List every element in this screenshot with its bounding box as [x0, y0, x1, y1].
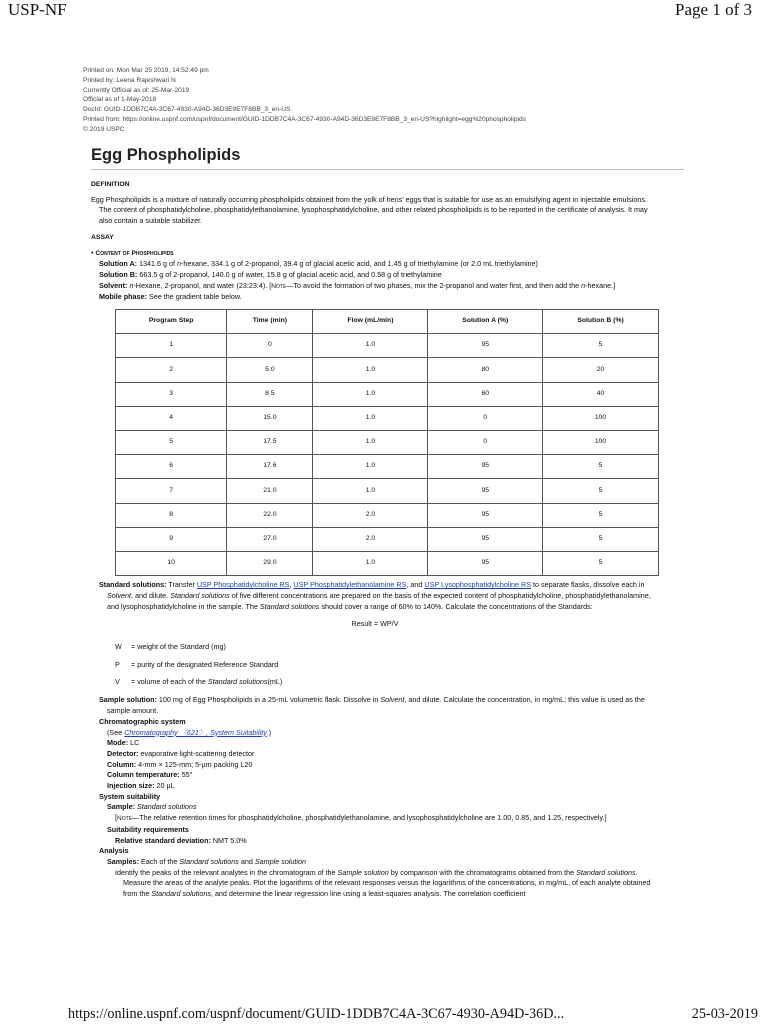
table-cell: 95: [428, 334, 543, 358]
suitability-sample: Sample: Standard solutions: [107, 802, 197, 812]
meta-line: Official as of 1-May-2018: [83, 96, 157, 104]
table-cell: 1.0: [313, 382, 428, 406]
table-cell: 1: [116, 334, 227, 358]
chromatographic-system-heading: Chromatographic system: [99, 716, 186, 726]
table-cell: 5: [116, 430, 227, 454]
table-cell: 5: [543, 479, 659, 503]
chromatography-link[interactable]: Chromatography 〈621〉, System Suitability: [124, 727, 267, 737]
table-cell: 27.0: [227, 527, 313, 551]
table-cell: 17.5: [227, 430, 313, 454]
table-cell: 2: [116, 358, 227, 382]
detector: Detector: evaporative light-scattering detector: [107, 748, 255, 758]
analysis-heading: Analysis: [99, 846, 129, 856]
table-row: [116, 503, 659, 527]
table-cell: 60: [428, 382, 543, 406]
solution-a: Solution A: 1341.6 g of n-hexane, 334.1 g of 2-propanol, 39.4 g of glacial acetic acid, and 1.45 g of triethylamine (or 2.0 mL triethylamine): [99, 259, 538, 269]
analysis-procedure: Identify the peaks of the relevant analytes in the chromatogram of the Sample solution by comparison with the chromatograms obtained from the Standard solutions. Measure the areas of the analyte peaks. Plot the logarithms of the relevant responses versus the logarithms of the concentrations, in mg/mL, of each analyte obtained from the Standard solutions, and determine the linear regression line using a least-squares analysis. The correlation coefficient: [115, 867, 651, 899]
meta-line: Currently Official as of: 25-Mar-2019: [83, 86, 190, 94]
solution-b: Solution B: 663.5 g of 2-propanol, 140.0 g of water, 15.8 g of glacial acetic acid, and 0.58 g of triethylamine: [99, 269, 442, 279]
table-cell: 80: [428, 358, 543, 382]
table-cell: 2.0: [313, 503, 428, 527]
table-row: [116, 430, 659, 454]
table-cell: 1.0: [313, 551, 428, 575]
result-formula: Result = WP/V: [351, 619, 399, 629]
reference-link[interactable]: USP Phosphatidylethanolamine RS: [293, 580, 407, 590]
table-cell: 7: [116, 479, 227, 503]
table-row: [116, 479, 659, 503]
assay-heading: ASSAY: [91, 233, 114, 241]
table-cell: 21.0: [227, 479, 313, 503]
column-header: Flow (mL/min): [313, 310, 428, 334]
column-header: Solution A (%): [428, 310, 543, 334]
meta-line: DocId: GUID-1DDB7C4A-3C67-4930-A94D-36D3E9E7F8BB_3_en-US: [83, 106, 291, 114]
table-row: [116, 334, 659, 358]
meta-line: Printed by: Leena Rajeshwari N: [83, 76, 176, 84]
table-cell: 29.0: [227, 551, 313, 575]
rsd-requirement: Relative standard deviation: NMT 5.0%: [115, 835, 247, 845]
bullet: •: [91, 247, 94, 257]
meta-line: Printed on: Mon Mar 25 2019, 14:52:49 pm: [83, 67, 209, 74]
table-row: [116, 358, 659, 382]
table-row: [116, 455, 659, 479]
gradient-table: [115, 309, 659, 576]
system-suitability-heading: System suitability: [99, 791, 161, 801]
see-reference: (See Chromatography 〈621〉, System Suitability.): [107, 727, 272, 737]
table-cell: 5: [543, 551, 659, 575]
definition-text: Egg Phospholipids is a mixture of naturally occurring phospholipids obtained from the yolk of hens' eggs that is suitable for use as an emulsifying agent in injectable emulsions. The content of phosphatidylcholine, phosphatidylethanolamine, lysophosphatidylcholine, and other related phospholipids is to be reported in the certificate of analysis. It may also contain a suitable stabilizer.: [91, 194, 648, 226]
table-cell: 1.0: [313, 455, 428, 479]
formula-variables: [115, 639, 659, 692]
table-cell: 17.6: [227, 455, 313, 479]
monograph-body: [91, 180, 659, 900]
table-cell: 100: [543, 406, 659, 430]
meta-line: Printed from: https://online.uspnf.com/uspnf/document/GUID-1DDB7C4A-3C67-4930-A94D-36D3E9E7F8BB_3_en-US?highlight=egg%20phospholipids: [83, 115, 526, 123]
table-cell: 3: [116, 382, 227, 406]
table-cell: 5: [543, 334, 659, 358]
content-heading: [91, 248, 659, 260]
footer-date: 25-03-2019: [691, 1006, 758, 1022]
table-cell: 95: [428, 551, 543, 575]
table-cell: 0: [428, 406, 543, 430]
table-cell: 5.0: [227, 358, 313, 382]
header-page-number: Page 1 of 3: [675, 0, 752, 19]
table-cell: 9: [116, 527, 227, 551]
standard-solutions: Standard solutions: Transfer USP Phosphatidylcholine RS, USP Phosphatidylethanolamine RS, and USP Lysophosphatidylcholine RS to separate flasks, dissolve each in Solvent, and dilute. Standard solutions of five different concentrations are prepared on the basis of the expected content of phosphatidylcholine, phosphatidylethanolamine, and lysophosphatidylcholine in the sample. The Standard solutions should cover a range of 60% to 140%. Calculate the concentrations of the Standards:: [99, 580, 651, 611]
table-cell: 100: [543, 430, 659, 454]
table-row: [116, 406, 659, 430]
table-row: [116, 527, 659, 551]
table-cell: 5: [543, 503, 659, 527]
table-cell: 95: [428, 479, 543, 503]
column-header: Solution B (%): [543, 310, 659, 334]
table-cell: 1.0: [313, 430, 428, 454]
table-cell: 20: [543, 358, 659, 382]
table-cell: 2.0: [313, 527, 428, 551]
page-title: Egg Phospholipids: [91, 146, 241, 164]
header-site: USP-NF: [8, 0, 67, 19]
reference-link[interactable]: USP Lysophosphatidylcholine RS: [424, 580, 532, 590]
suitability-requirements-heading: Suitability requirements: [107, 824, 189, 834]
column-temperature: Column temperature: 55°: [107, 770, 193, 780]
injection-size: Injection size: 20 µL: [107, 781, 175, 791]
analysis-samples: Samples: Each of the Standard solutions and Sample solution: [107, 856, 307, 866]
sample-solution: Sample solution: 100 mg of Egg Phospholipids in a 25-mL volumetric flask. Dissolve in Solvent, and dilute. Calculate the concentration, in mg/mL; this value is used as the sample amount.: [99, 695, 645, 716]
table-row: [116, 382, 659, 406]
table-row: [116, 551, 659, 575]
variable-row: W = weight of the Standard (mg): [115, 642, 226, 652]
variable-row: V = volume of each of the Standard solutions (mL): [115, 677, 283, 687]
retention-note: [Note—The relative retention times for phosphatidylcholine, phosphatidylethanolamine, and lysophosphatidylcholine are 1.00, 0.85, and 1.25, respectively.]: [115, 813, 607, 823]
title-divider: [91, 169, 684, 170]
table-cell: 8: [116, 503, 227, 527]
table-cell: 1.0: [313, 479, 428, 503]
print-metadata: [83, 66, 526, 135]
print-header: [0, 0, 768, 22]
table-header-row: [116, 310, 659, 334]
table-cell: 10: [116, 551, 227, 575]
column-header: Program Step: [116, 310, 227, 334]
table-cell: 15.0: [227, 406, 313, 430]
table-cell: 0: [227, 334, 313, 358]
table-cell: 95: [428, 455, 543, 479]
table-cell: 5: [543, 527, 659, 551]
table-cell: 6: [116, 455, 227, 479]
meta-line: © 2019 USPC: [83, 125, 125, 133]
definition-heading: DEFINITION: [91, 181, 130, 188]
footer-url: https://online.uspnf.com/uspnf/document/GUID-1DDB7C4A-3C67-4930-A94D-36D...: [68, 1006, 565, 1022]
column-header: Time (min): [227, 310, 313, 334]
mode: Mode: LC: [107, 738, 140, 748]
variable-row: P = purity of the designated Reference Standard: [115, 659, 279, 669]
content-of-phospholipids-heading: Content of Phospholipids: [95, 249, 174, 257]
table-cell: 1.0: [313, 406, 428, 430]
table-cell: 95: [428, 527, 543, 551]
table-cell: 1.0: [313, 358, 428, 382]
table-cell: 22.0: [227, 503, 313, 527]
reference-link[interactable]: USP Phosphatidylcholine RS: [196, 580, 290, 590]
mobile-phase: Mobile phase: See the gradient table below.: [99, 292, 242, 302]
table-cell: 8.5: [227, 382, 313, 406]
column: Column: 4-mm × 125-mm; 5-µm packing L20: [107, 759, 253, 769]
table-cell: 95: [428, 503, 543, 527]
table-cell: 4: [116, 406, 227, 430]
table-cell: 0: [428, 430, 543, 454]
table-cell: 40: [543, 382, 659, 406]
table-cell: 1.0: [313, 334, 428, 358]
solvent: Solvent: n-Hexane, 2-propanol, and water (23:23:4). [Note—To avoid the formation of two phases, mix the 2-propanol and water first, and then add the n-hexane.]: [99, 280, 616, 290]
table-cell: 5: [543, 455, 659, 479]
